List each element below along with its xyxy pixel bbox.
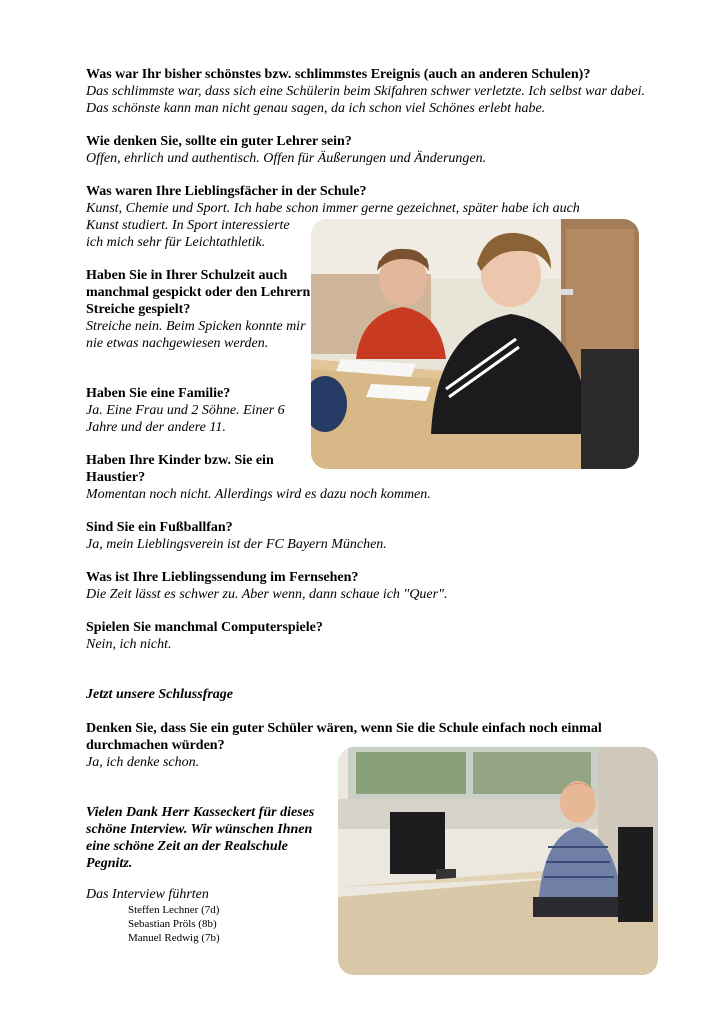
question-text: Spielen Sie manchmal Computerspiele? [86, 620, 323, 635]
qa-item-9 [86, 619, 646, 653]
closing-block [86, 804, 326, 945]
credits-list [86, 903, 326, 945]
answer-text: Kunst studiert. In Sport interessierte [86, 218, 290, 233]
question-text: Haben Ihre Kinder bzw. Sie ein Haustier? [86, 453, 274, 485]
answer-text: Ja, mein Lieblingsverein ist der FC Bayern München. [86, 537, 387, 552]
qa-item-4 [86, 267, 311, 352]
answer-text: Die Zeit lässt es schwer zu. Aber wenn, dann schaue ich "Quer". [86, 587, 448, 602]
credit-name: Steffen Lechner (7d) [128, 904, 220, 916]
answer-text: Ja. Eine Frau und 2 Söhne. Einer 6 Jahre und der andere 11. [86, 403, 285, 435]
answer-text: ich mich sehr für Leichtathletik. [86, 235, 266, 250]
qa-item-2 [86, 133, 646, 167]
question-text: Was ist Ihre Lieblingssendung im Fernsehen? [86, 570, 359, 585]
answer-text: Nein, ich nicht. [86, 637, 172, 652]
answer-text: Momentan noch nicht. Allerdings wird es dazu noch kommen. [86, 487, 431, 502]
answer-text: Ja, ich denke schon. [86, 755, 200, 770]
answer-text: Offen, ehrlich und authentisch. Offen für Äußerungen und Änderungen. [86, 151, 487, 166]
qa-item-1 [86, 66, 646, 117]
answer-text: Das schlimmste war, dass sich eine Schülerin beim Skifahren schwer verletzte. Ich selbst war dabei. Das schönste kann man nicht genau sagen, da ich schon viel Schönes erlebt habe. [86, 84, 646, 116]
closing-text: Vielen Dank Herr Kasseckert für dieses schöne Interview. Wir wünschen Ihnen eine schöne Zeit an der Realschule Pegnitz. [86, 805, 315, 871]
credit-name: Sebastian Pröls (8b) [128, 918, 217, 930]
answer-text: Streiche nein. Beim Spicken konnte mir nie etwas nachgewiesen werden. [86, 319, 306, 351]
question-text: Haben Sie in Ihrer Schulzeit auch manchmal gespickt oder den Lehrern Streiche gespielt? [86, 268, 311, 317]
answer-text: Kunst, Chemie und Sport. Ich habe schon immer gerne gezeichnet, später habe ich auch [86, 201, 580, 216]
final-heading-block [86, 686, 646, 703]
question-text: Denken Sie, dass Sie ein guter Schüler wären, wenn Sie die Schule einfach noch einmal durchmachen würden? [86, 721, 602, 753]
question-text: Sind Sie ein Fußballfan? [86, 520, 233, 535]
final-heading: Jetzt unsere Schlussfrage [86, 687, 234, 702]
qa-item-5 [86, 385, 311, 436]
qa-item-7 [86, 519, 646, 553]
qa-item-8 [86, 569, 646, 603]
credits-intro: Das Interview führten [86, 887, 209, 902]
students-photo [311, 219, 639, 469]
question-text: Haben Sie eine Familie? [86, 386, 231, 401]
question-text: Was war Ihr bisher schönstes bzw. schlimmstes Ereignis (auch an anderen Schulen)? [86, 67, 591, 82]
credit-name: Manuel Redwig (7b) [128, 932, 220, 944]
question-text: Wie denken Sie, sollte ein guter Lehrer sein? [86, 134, 352, 149]
teacher-photo [338, 747, 658, 975]
question-text: Was waren Ihre Lieblingsfächer in der Schule? [86, 184, 367, 199]
